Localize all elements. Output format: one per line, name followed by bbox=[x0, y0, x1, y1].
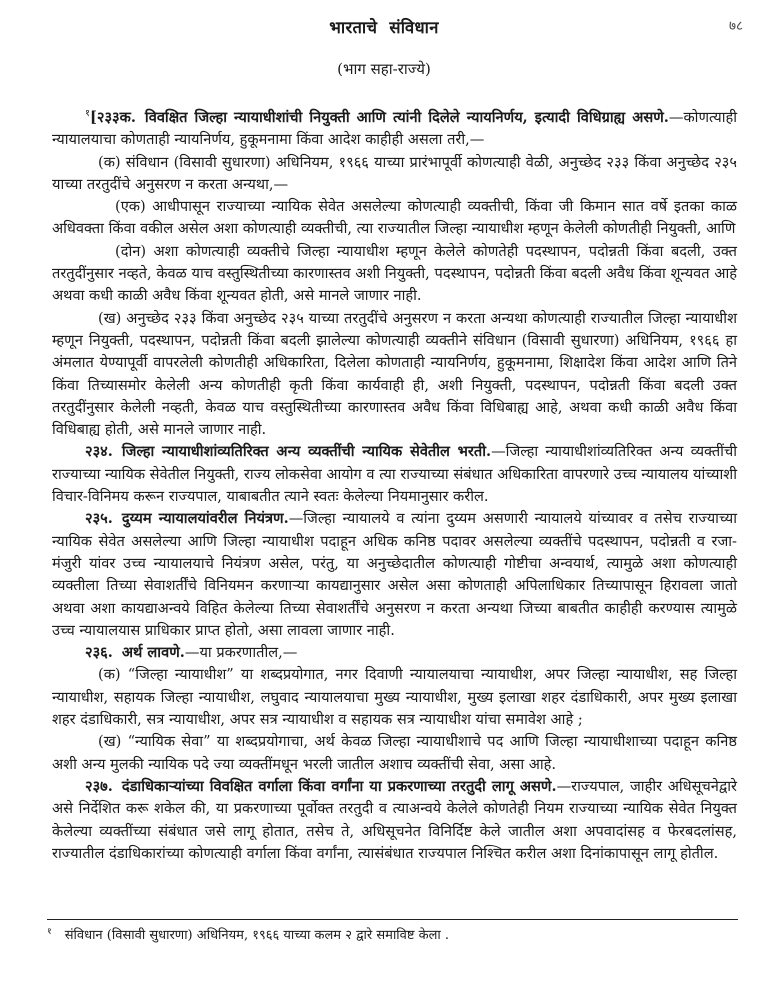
footnote-marker: १ bbox=[47, 926, 52, 937]
article-236-clause-ka: (क) “जिल्हा न्यायाधीश” या शब्दप्रयोगात, नगर दिवाणी न्यायालयाचा न्यायाधीश, अपर जिल्हा न्यायाधीश, सह जिल्हा न्यायाधीश, सहायक जिल्हा न्यायाधीश, लघुवाद न्यायालयाचा मुख्य न्यायाधीश, मुख्य इलाखा शहर दंडाधिकारी, अपर मुख्य इलाखा शहर दंडाधिकारी, सत्र न्यायाधीश, अपर सत्र न्यायाधीश व सहायक सत्र न्यायाधीश यांचा समावेश आहे ; bbox=[52, 666, 737, 729]
article-233a-body: —कोणत्याही न्यायालयाचा कोणताही न्यायनिर्णय, हुकूमनामा किंवा आदेश काहीही असला तरी,— bbox=[52, 109, 737, 149]
article-233a-subclause-don: (दोन) अशा कोणत्याही व्यक्तीचे जिल्हा न्यायाधीश म्हणून केलेले कोणतेही पदस्थापन, पदोन्नती किंवा बदली, उक्त तरतुदींनुसार नव्हते, केवळ याच वस्तुस्थितीच्या कारणास्तव अशी नियुक्ती, पदस्थापन, पदोन्नती किंवा बदली अवैध किंवा शून्यवत आहे अथवा कधी काळी अवैध किंवा शून्यवत होती, असे मानले जाणार नाही. bbox=[52, 242, 737, 305]
footnote-ref-marker: १ bbox=[85, 108, 90, 120]
article-233a-clause-ka: (क) संविधान (विसावी सुधारणा) अधिनियम, १९६६ याच्या प्रारंभापूर्वी कोणत्याही वेळी, अनुच्छेद २३३ किंवा अनुच्छेद २३५ याच्या तरतुदींचे अनुसरण न करता अन्यथा,— bbox=[52, 153, 737, 193]
page-header bbox=[0, 0, 768, 41]
article-236-paragraph bbox=[52, 642, 737, 664]
article-236-body: —या प्रकरणातील,— bbox=[184, 644, 298, 662]
article-234-number: २३४. bbox=[85, 443, 113, 461]
article-234-body: —जिल्हा न्यायाधीशांव्यतिरिक्त अन्य व्यक्तींची राज्याच्या न्यायिक सेवेतील नियुक्ती, राज्य लोकसेवा आयोग व त्या राज्याच्या संबंधात अधिकारिता वापरणारे उच्च न्यायालय यांच्याशी विचार-विनिमय करून राज्यपाल, याबाबतीत त्याने स्वतः केलेल्या नियमानुसार करील. bbox=[52, 443, 737, 506]
article-235-body: —जिल्हा न्यायालये व त्यांना दुय्यम असणारी न्यायालये यांच्यावर व तसेच राज्याच्या न्यायिक सेवेत असलेल्या आणि जिल्हा न्यायाधीश पदाहून अधिक कनिष्ठ पदावर असलेल्या व्यक्तींचे पदस्थापन, पदोन्नती व रजा-मंजुरी यांवर उच्च न्यायालयाचे नियंत्रण असेल, परंतु, या अनुच्छेदातील कोणत्याही गोष्टीचा अन्वयार्थ, त्यामुळे अशा कोणत्याही व्यक्तीला तिच्या सेवाशर्तींचे विनियमन करणाऱ्या कायद्यानुसार असेल असा कोणताही अपिलाधिकार तिच्यापासून हिरावला जातो अथवा अशा कायद्याअन्वये विहित केलेल्या तिच्या सेवाशर्तींचे अनुसरण न करता अन्यथा जिच्या बाबतीत काहीही करण्यास त्यामुळे उच्च न्यायालयास प्राधिकार प्राप्त होतो, असा लावला जाणार नाही. bbox=[52, 510, 737, 639]
part-label: (भाग सहा-राज्ये) bbox=[337, 60, 431, 78]
page-number: ७८ bbox=[728, 18, 743, 34]
article-233a-subclause-ek: (एक) आधीपासून राज्याच्या न्यायिक सेवेत असलेल्या कोणत्याही व्यक्तीची, किंवा जी किमान सात वर्षे इतका काळ अधिवक्ता किंवा वकील असेल अशा कोणत्याही व्यक्तीची, त्या राज्यातील जिल्हा न्यायाधीश म्हणून केलेली कोणतीही नियुक्ती, आणि bbox=[52, 198, 737, 238]
footnote-text: संविधान (विसावी सुधारणा) अधिनियम, १९६६ याच्या कलम २ द्वारे समाविष्ट केला . bbox=[64, 928, 450, 943]
insertion-open-bracket: [ bbox=[89, 109, 97, 126]
footnote bbox=[47, 919, 738, 945]
article-235-number: २३५. bbox=[85, 510, 113, 528]
article-235-title: दुय्यम न्यायालयांवरील नियंत्रण. bbox=[121, 510, 289, 528]
article-content bbox=[52, 107, 737, 865]
article-236-clause-kha: (ख) “न्यायिक सेवा” या शब्दप्रयोगाचा, अर्थ केवळ जिल्हा न्यायाधीशाचे पद आणि जिल्हा न्यायाधीशाच्या पदाहून कनिष्ठ अशी अन्य मुलकी न्यायिक पदे ज्या व्यक्तींमधून भरली जातील अशाच व्यक्तींची सेवा, असा आहे. bbox=[52, 733, 737, 773]
page-title: भारताचे संविधान bbox=[329, 18, 439, 37]
article-237-body: —राज्यपाल, जाहीर अधिसूचनेद्वारे असे निर्देशित करू शकेल की, या प्रकरणाच्या पूर्वोक्त तरतुदी व त्याअन्वये केलेले कोणतेही नियम राज्याच्या न्यायिक सेवेत नियुक्त केलेल्या व्यक्तींच्या संबंधात जसे लागू होतात, तसेच ते, अधिसूचनेत विनिर्दिष्ट केले जातील अशा अपवादांसह व फेरबदलांसह, राज्यातील दंडाधिकारांच्या कोणत्याही वर्गाला किंवा वर्गांना, त्यासंबंधात राज्यपाल निश्चित करील अशा दिनांकापासून लागू होतील. bbox=[52, 777, 738, 862]
article-234-paragraph bbox=[52, 441, 737, 508]
article-233a-title: विवक्षित जिल्हा न्यायाधीशांची नियुक्ती आणि त्यांनी दिलेले न्यायनिर्णय, इत्यादी विधिग्राह्य असणे. bbox=[144, 109, 669, 126]
article-235-paragraph bbox=[52, 508, 737, 642]
article-237-paragraph bbox=[52, 776, 737, 865]
article-237-number: २३७. bbox=[85, 777, 113, 795]
article-233a-opening-paragraph bbox=[52, 107, 737, 152]
article-234-title: जिल्हा न्यायाधीशांव्यतिरिक्त अन्य व्यक्तींची न्यायिक सेवेतील भरती. bbox=[121, 443, 492, 461]
article-236-title: अर्थ लावणे. bbox=[121, 644, 185, 662]
article-233a-number: २३३क. bbox=[96, 109, 136, 126]
article-233a-clause-kha: (ख) अनुच्छेद २३३ किंवा अनुच्छेद २३५ याच्या तरतुदींचे अनुसरण न करता अन्यथा कोणत्याही राज्यातील जिल्हा न्यायाधीश म्हणून नियुक्ती, पदस्थापन, पदोन्नती किंवा बदली झालेल्या कोणत्याही व्यक्तीने संविधान (विसावी सुधारणा) अधिनियम, १९६६ हा अंमलात येण्यापूर्वी वापरलेली कोणतीही अधिकारिता, दिलेला कोणताही न्यायनिर्णय, हुकूमनामा, शिक्षादेश किंवा आदेश आणि तिने किंवा तिच्यासमोर केलेली अन्य कोणतीही कृती किंवा कार्यवाही ही, अशी नियुक्ती, पदस्थापन, पदोन्नती किंवा बदली उक्त तरतुदींनुसार केलेली नव्हती, केवळ याच वस्तुस्थितीच्या कारणास्तव अवैध किंवा विधिबाह्य आहे, अथवा कधी काळी अवैध किंवा विधिबाह्य होती, असे मानले जाणार नाही. bbox=[52, 309, 737, 439]
article-237-title: दंडाधिकाऱ्यांच्या विवक्षित वर्गाला किंवा वर्गांना या प्रकरणाच्या तरतुदी लागू असणे. bbox=[121, 777, 557, 795]
article-236-number: २३६. bbox=[85, 644, 113, 662]
